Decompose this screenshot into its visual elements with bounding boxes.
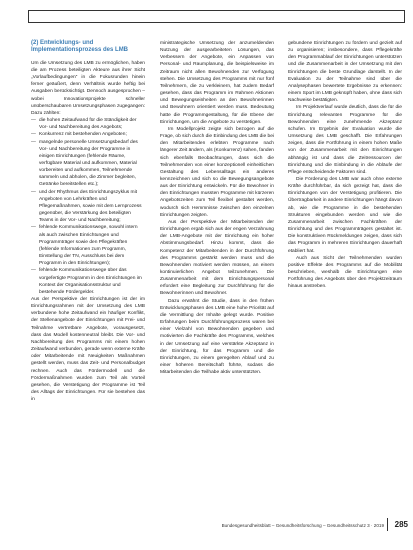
journal-footer: Bundesgesundheitsblatt – Gesundheitsforschung – Gesundheitsschutz 3 · 2019 [221,523,384,528]
bullet-list [31,117,145,296]
column-3 [288,40,402,290]
paragraph: Um die Umsetzung des LMB zu ermöglichen, haben die am Prozess beteiligten Akteure aus ihrer Sicht „Vorlaufbedingungen“ in die Fokusrunden hinein ferner geäußert, denn Verhältnis wurde heftig bei Ausgaben berücksichtigt. Dennoch ausgesprochen – wobei Innovationsprojekte schneller unüberschaubaren Umsetzungsphasen zugegangen: Dazu zählten: [31,60,145,116]
paragraph: Dazu erwähnt die Studie, dass in den frühen Entwicklungsphasen des LMB eine hohe Priorität auf die Vermittlung der Inhalte gelegt wurde. Positive Erfahrungen beim Durchführungsprozess waren bei einer Vielzahl von Bewohnenden gegeben und motivierten die Fachkräfte des Programms, welches in der Umsetzung auf eine verstärkte Akzeptanz in der Einrichtung, für das Programm und die Einrichtungen, zu einem geregelten Ablauf und zu einer höheren Bereitschaft führte, sodass die Mitarbeitenden die Teilhabe aktiv unterstützten. [160,298,274,376]
paragraph: Die Förderung des LMB war auch ohne externe Kräfte durchführbar, da sich gezeigt hat, dass die Einrichtungen von der Verstetigung profitieren. Die Übertragbarkeit in andere Einrichtungen hängt davon ab, wie die Programme in die bestehenden Strukturen eingebunden werden und wie die Zusammenarbeit zwischen Fachkräften der Einrichtung und des Programmträgers gestaltet ist. Die konstruktiven Rückmeldungen zeigen, dass sich das Programm in mehreren Einrichtungen dauerhaft etabliert hat. [288,176,402,254]
paragraph: gebundene Einrichtungen zu fördern und gezielt auf zu organisieren; insbesondere, dass Pflegekräfte den Programmablauf der Einrichtungen unterstützen und die Zusammenarbeit in der Umsetzung mit den Einrichtungen die beste Grundlage darstellt. In der Evaluation zu der Teilnahme sind über die Analysephasen bewertete Ergebnisse zu erkennen: einem Sport im LMB geknüpft haben, ohne dass sich Nachweise bestätigten. [288,41,402,104]
divider [387,518,388,531]
list-item: — und der Rhythmus des Einrichtungszyklus mit Angeboten von Lehrkräften und Pflegemaßnahmen, sowie mit dem Lernprozess gegenüber, die Verstärkung des beteiligten Teams in der Vor- und Nachbereitung; [31,189,145,225]
paragraph: ministrategische Umsetzung der anzumeldenden Nutzung der ausgearbeiteten Lösungen, das Verbessern der Angebote, ein Anpassen von Personal- und Raumplanung, die beispielsweise im Zeitraum nicht allen Bewohnenden zur Verfügung stehen. Die Umsetzung des Programms mit nur fünf Teilnehmern, die zu verkleinern, hat zudem Bedarf gesehen, dass das Programm im Rahmen Aktionen und Bewegungseinheiten an den Bewohnerinnen und Bewohnern orientiert werden muss. Bedeutung hatte die Programmgestaltung, für die Ebene der Einrichtungen, um die Angebote zu verstetigen. [160,41,274,125]
list-item: — fehlende Kommunikationswege, sowohl intern als auch zwischen Einrichtungen und Programmträger sowie den Pflegekräften (fehlende Informationen zum Programm, Einstellung der TN, Ausschluss bei dem Programm in den Einrichtungen); [31,224,145,267]
list-item: — Konkurrenz mit bestehenden Angeboten; [31,131,145,138]
header-box [28,10,405,23]
paragraph: Aus der Perspektive der Mitarbeitenden der Einrichtungen ergab sich aus der engen Verzahnung der LMB-Angebote mit der Einrichtung ein hoher Abstimmungsbedarf. Hinzu kommt, dass die Kompetenz der Mitarbeitenden in der Durchführung des Programms gestärkt werden muss und die Bewohnenden motiviert werden müssen, an einem kontinuierlichen Angebot teilzunehmen. Die Zusammenarbeit mit dem Einrichtungspersonal erfordert eine Begleitung zur Durchführung für die Bewohnerinnen und Bewohner. [160,219,274,297]
paragraph: Aus der Perspektive der Einrichtungen ist der im Einrichtungsrahmen mit der Umsetzung des LMB verbundene hohe Zeitaufwand ein häufiger Konflikt, der Stellenangebote der Einrichtungen mit Frei- und Teilnahme vertretbare Angebote, vorausgesetzt, dass das Modell kostenneutral bleibt. Die Vor- und Nachbereitung des Programms mit einem hohen Zeitaufwand verbunden, gerade wenn externe Kräfte oder Mitarbeitende mit Neuigkeiten Maßnahmen gestellt werden, muss das Zeit- und Personalbudget rechnen. Auch das Fördermodell und die Fördermaßnahmen wurden zum Teil als Vorteil gesehen, die Verstetigung der Programme ist Teil des Alltags der Einrichtungen. Für sie bestehen das in [31,296,145,403]
list-item: — die hohen Zeitaufwand für die Ständigkeit der Vor- und Nachbereitung des Angebots; [31,117,145,131]
page-number: 285 [394,520,408,529]
column-1 [31,40,145,403]
paragraph: Im Projektverlauf wurde deutlich, dass die für die Einrichtung relevanten Programme für die Bewohnenden eine zunehmende Akzeptanz schufen. Im Ergebnis der Evaluation wurde die Umsetzung des LMB geschafft. Die Erfahrungen zeigen, dass die Fortführung in einem hohen Maße von der Zusammenarbeit mit den Einrichtungen abhängig ist und dass die Zeitressourcen der Einrichtung und die Einbindung in die Abläufe der Pflege entscheidende Faktoren sind. [288,105,402,175]
paragraph: Auch aus Sicht der Teilnehmenden wurden positive Effekte des Programms auf die Mobilität beschrieben, weshalb die Einrichtungen eine Fortführung des Angebots über den Projektzeitraum hinaus anstreben. [288,255,402,290]
section-title: (2) Entwicklungs- und Implementationsprozess des LMB [31,40,129,54]
paragraph: Im Modellprojekt zeigte sich bezogen auf die Frage, ob sich durch die Einbindung des LMB die bei den Mitarbeitenden erlebten Programme nach längerer Zeit ändern, als (Konkurrenz) sahen, fanden sich ebenfalls Beobachtungen, dass sich die Teilnehmenden von einer konzeptionell einheitlichen Gestaltung des Lebensalltags ein anderes kennzeichnen und sich so die Bewegungsangebote aus der Einrichtung entwickeln. Für die Bewohner in den Einrichtungen mussten Programme mit kürzeren Angebotszeiten zum Teil flexibel gestaltet werden, wodurch sich Hemmnisse zwischen den einzelnen Einrichtungen zeigten. [160,126,274,218]
list-item: — mangelnde personelle Umsetzungsbedarf des Vor- und Nachbereitung der Programme in einigen Einrichtungen (fehlende Räume, verfügbare Material und aufkommen, Material vorbereiten und aufkommen, Teilnehmende sammeln und abholen, die Zimmer begleiten, Getränke bereitstellen etc.); [31,139,145,189]
list-item: — fehlende Kommunikationswege über das vorgefertigte Programm in den Einrichtungen im Kontext der Organisationsstruktur und bestehende Fördergelder. [31,267,145,296]
column-2 [160,40,274,376]
